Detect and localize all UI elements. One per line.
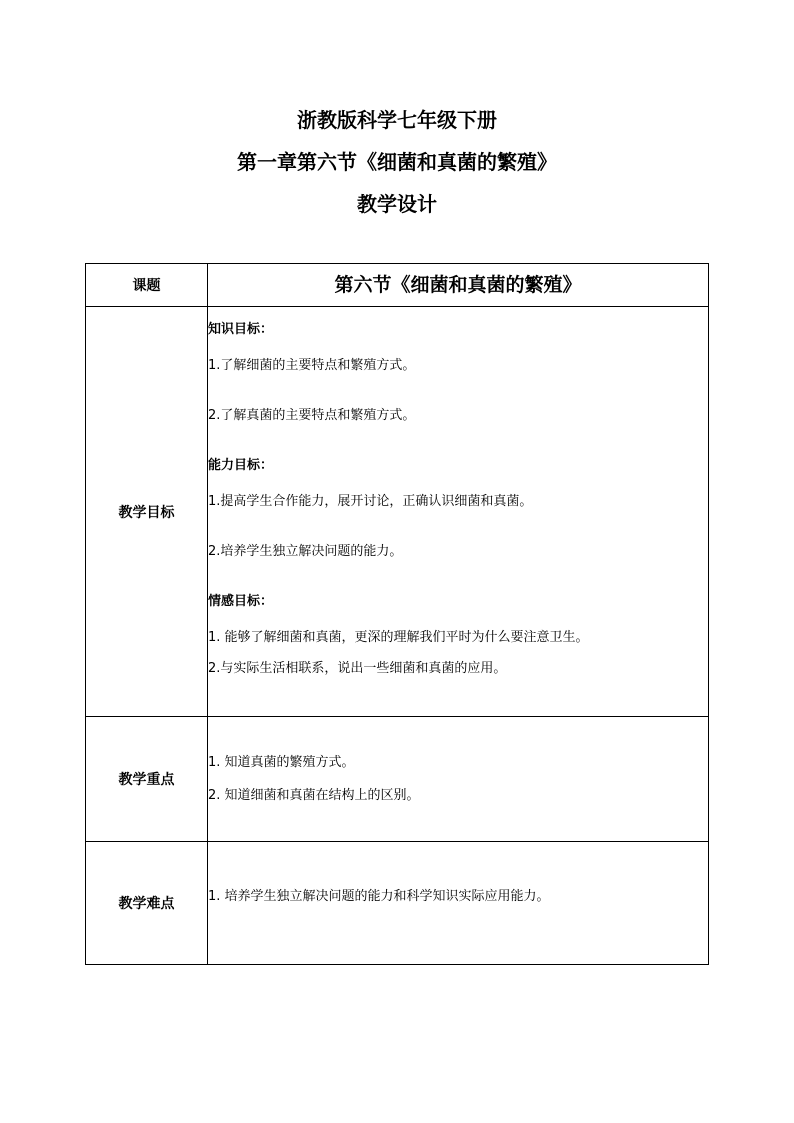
topic-value: 第六节《细菌和真菌的繁殖》 <box>208 264 709 307</box>
table-row-difficulties <box>86 842 709 965</box>
table-row-goals <box>86 307 709 717</box>
emotion-item-2: 2.与实际生活相联系，说出一些细菌和真菌的应用。 <box>208 661 507 676</box>
topic-label: 课题 <box>86 264 208 307</box>
difficulties-content <box>208 842 709 965</box>
knowledge-item-2: 2.了解真菌的主要特点和繁殖方式。 <box>208 408 416 423</box>
key-point-item-1: 1. 知道真菌的繁殖方式。 <box>208 755 355 770</box>
goals-label: 教学目标 <box>86 307 208 717</box>
table-row-topic <box>86 264 709 307</box>
emotion-heading: 情感目标： <box>208 594 274 609</box>
difficulties-label: 教学难点 <box>86 842 208 965</box>
ability-item-2: 2.培养学生独立解决问题的能力。 <box>208 544 403 559</box>
table-row-key-points <box>86 717 709 842</box>
chapter-title: 第一章第六节《细菌和真菌的繁殖》 <box>237 150 557 174</box>
ability-heading: 能力目标： <box>208 458 274 473</box>
key-points-content <box>208 717 709 842</box>
document-subtitle: 教学设计 <box>357 192 437 216</box>
lesson-plan-table <box>85 263 709 965</box>
emotion-item-1: 1. 能够了解细菌和真菌，更深的理解我们平时为什么要注意卫生。 <box>208 630 589 645</box>
knowledge-heading: 知识目标： <box>208 322 274 337</box>
knowledge-item-1: 1.了解细菌的主要特点和繁殖方式。 <box>208 358 416 373</box>
goals-content <box>208 307 709 717</box>
document-title: 浙教版科学七年级下册 <box>297 108 497 132</box>
key-points-label: 教学重点 <box>86 717 208 842</box>
key-point-item-2: 2. 知道细菌和真菌在结构上的区别。 <box>208 788 420 803</box>
difficulty-item-1: 1. 培养学生独立解决问题的能力和科学知识实际应用能力。 <box>208 889 550 904</box>
ability-item-1: 1.提高学生合作能力，展开讨论，正确认识细菌和真菌。 <box>208 494 533 509</box>
